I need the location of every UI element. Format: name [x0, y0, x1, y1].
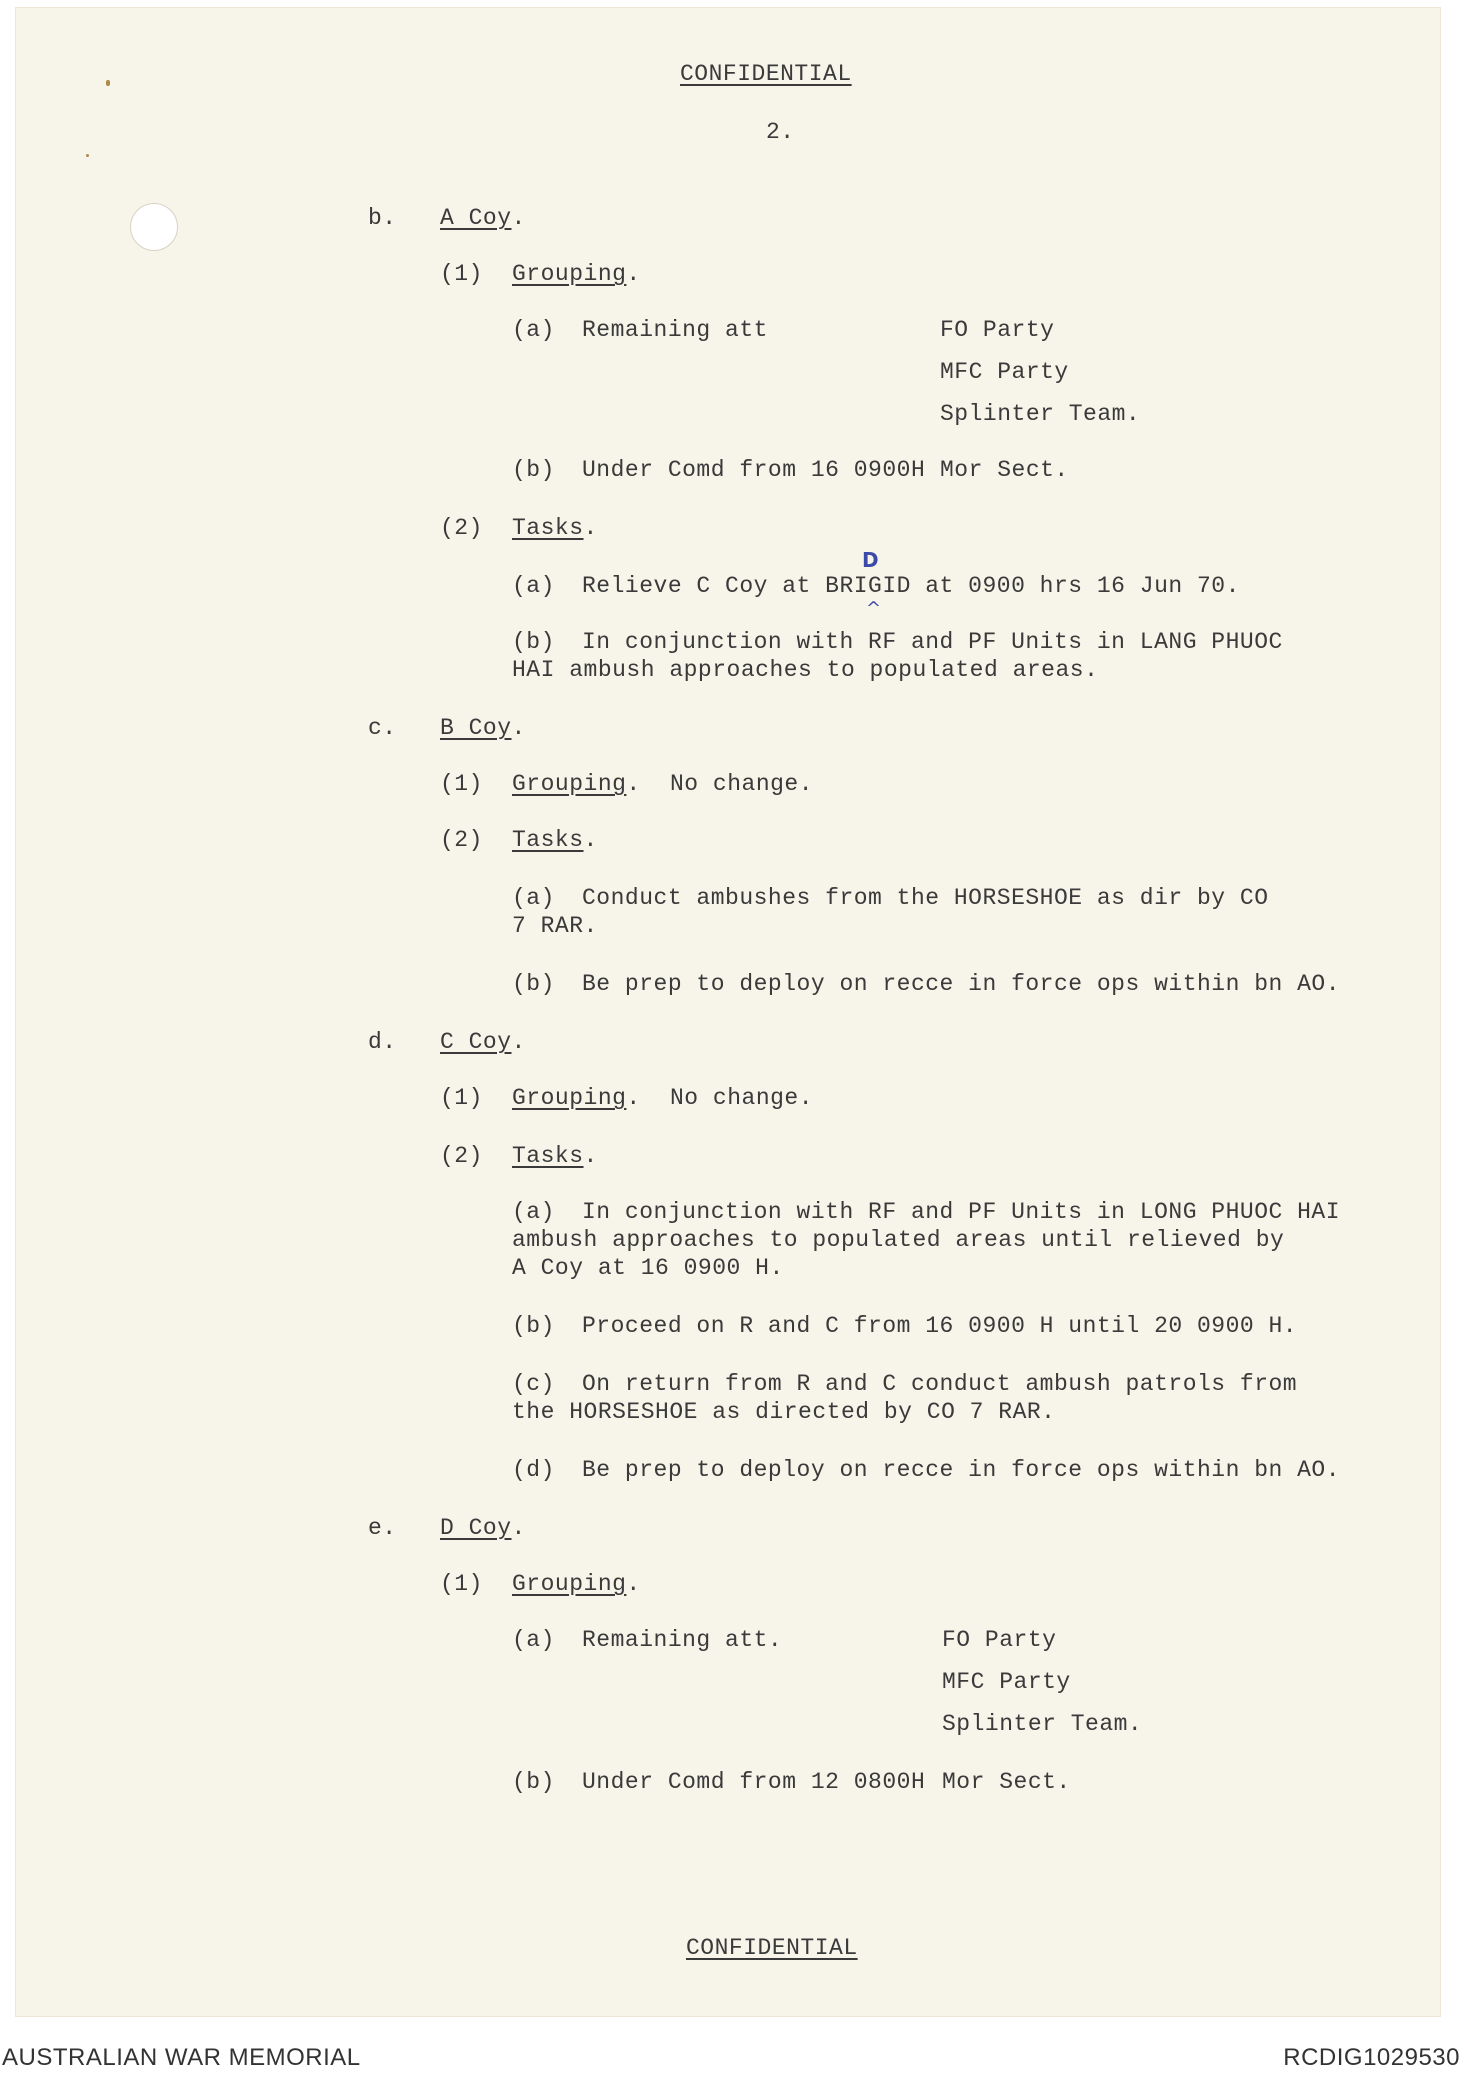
command-text: Under Comd from 12 0800H [582, 1769, 926, 1795]
sub-item-number: (a) [512, 1199, 555, 1225]
sub-item-number: (a) [512, 317, 555, 343]
attachment-item: FO Party [940, 317, 1055, 343]
task-text: HAI ambush approaches to populated areas. [512, 657, 1099, 683]
sub-item-number: (c) [512, 1371, 555, 1397]
grouping-text: Remaining att. [582, 1627, 783, 1653]
section-title-a-coy: A Coy. [440, 205, 526, 231]
grouping-heading: Grouping. [512, 1085, 641, 1111]
section-letter-c: c. [368, 715, 397, 741]
grouping-text: Remaining att [582, 317, 768, 343]
attachment-item: MFC Party [940, 359, 1069, 385]
sub-item-number: (b) [512, 1313, 555, 1339]
sub-item-number: (d) [512, 1457, 555, 1483]
sub-item-number: (b) [512, 971, 555, 997]
sub-item-number: (a) [512, 573, 555, 599]
grouping-heading: Grouping. [512, 1571, 641, 1597]
tasks-heading: Tasks. [512, 1143, 598, 1169]
item-number: (1) [440, 1085, 483, 1111]
section-letter-e: e. [368, 1515, 397, 1541]
task-text: In conjunction with RF and PF Units in LANG PHUOC [582, 629, 1283, 655]
attachment-item: FO Party [942, 1627, 1057, 1653]
command-item: Mor Sect. [942, 1769, 1071, 1795]
page-number: 2. [766, 119, 795, 145]
item-number: (2) [440, 515, 483, 541]
sub-item-number: (b) [512, 457, 555, 483]
section-letter-d: d. [368, 1029, 397, 1055]
section-title-c-coy: C Coy. [440, 1029, 526, 1055]
command-item: Mor Sect. [940, 457, 1069, 483]
sub-item-number: (b) [512, 629, 555, 655]
attachment-item: Splinter Team. [942, 1711, 1143, 1737]
paper-speck [86, 154, 89, 157]
grouping-heading: Grouping. [512, 261, 641, 287]
attachment-item: MFC Party [942, 1669, 1071, 1695]
task-text: Be prep to deploy on recce in force ops within bn AO. [582, 1457, 1341, 1483]
task-text: On return from R and C conduct ambush patrols from [582, 1371, 1298, 1397]
footer-classification: CONFIDENTIAL [686, 1935, 858, 1961]
item-number: (2) [440, 1143, 483, 1169]
item-number: (1) [440, 1571, 483, 1597]
paper-speck [106, 80, 110, 86]
section-title-b-coy: B Coy. [440, 715, 526, 741]
document-page [16, 8, 1440, 2016]
task-text: Conduct ambushes from the HORSESHOE as dir by CO [582, 885, 1269, 911]
item-number: (2) [440, 827, 483, 853]
command-text: Under Comd from 16 0900H [582, 457, 926, 483]
sub-item-number: (b) [512, 1769, 555, 1795]
archive-watermark-right: RCDIG1029530 [1283, 2044, 1460, 2071]
sub-item-number: (a) [512, 885, 555, 911]
section-title-d-coy: D Coy. [440, 1515, 526, 1541]
grouping-note: No change. [670, 771, 814, 797]
task-text: Proceed on R and C from 16 0900 H until 20 0900 H. [582, 1313, 1298, 1339]
sub-item-number: (a) [512, 1627, 555, 1653]
item-number: (1) [440, 261, 483, 287]
task-text: ambush approaches to populated areas until relieved by [512, 1227, 1285, 1253]
tasks-heading: Tasks. [512, 827, 598, 853]
task-text: 7 RAR. [512, 913, 598, 939]
correction-caret: ^ [866, 598, 882, 619]
grouping-note: No change. [670, 1085, 814, 1111]
attachment-item: Splinter Team. [940, 401, 1141, 427]
archive-watermark-left: AUSTRALIAN WAR MEMORIAL [2, 2044, 361, 2071]
item-number: (1) [440, 771, 483, 797]
task-text: A Coy at 16 0900 H. [512, 1255, 784, 1281]
handwritten-correction: D [862, 548, 879, 572]
task-text: Relieve C Coy at BRIGID at 0900 hrs 16 Jun 70. [582, 573, 1240, 599]
task-text: In conjunction with RF and PF Units in LONG PHUOC HAI [582, 1199, 1341, 1225]
punch-hole [130, 203, 178, 251]
grouping-heading: Grouping. [512, 771, 641, 797]
tasks-heading: Tasks. [512, 515, 598, 541]
section-letter-b: b. [368, 205, 397, 231]
header-classification: CONFIDENTIAL [680, 61, 852, 87]
task-text: the HORSESHOE as directed by CO 7 RAR. [512, 1399, 1056, 1425]
task-text: Be prep to deploy on recce in force ops within bn AO. [582, 971, 1341, 997]
